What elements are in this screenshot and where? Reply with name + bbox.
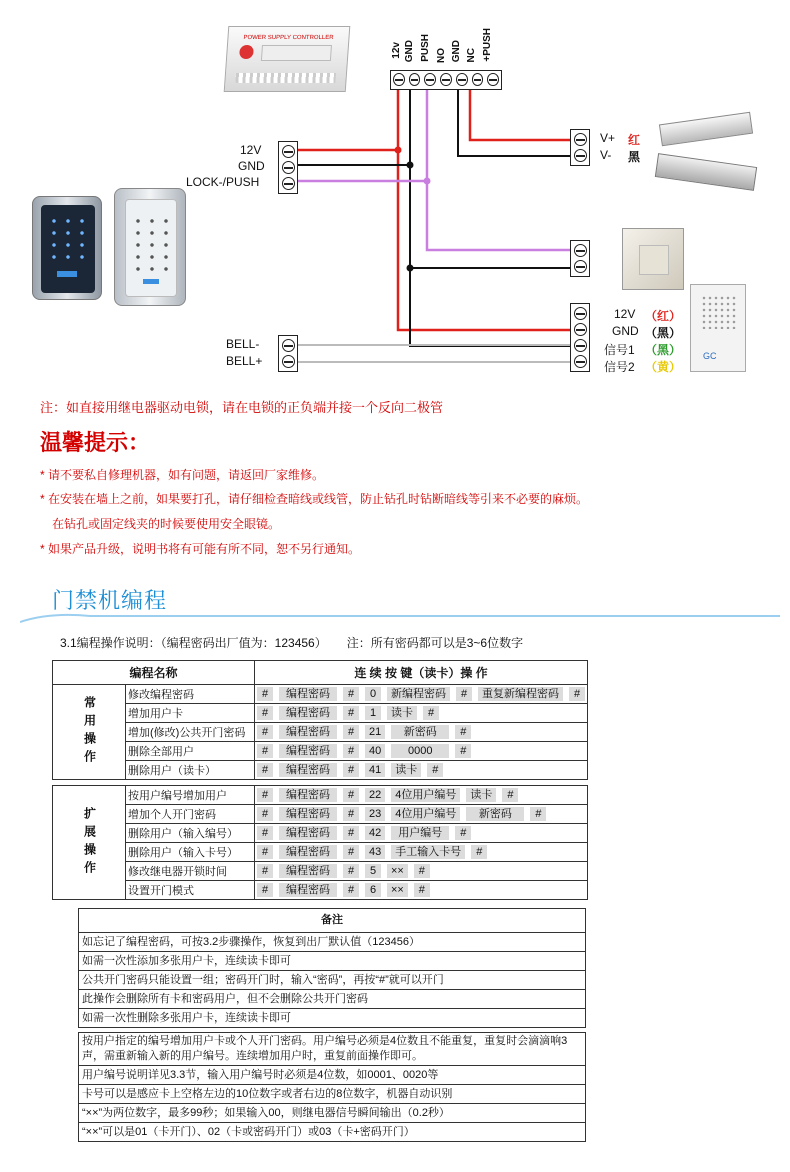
step-chip: # bbox=[257, 826, 273, 840]
step-chip: 新编程密码 bbox=[387, 687, 450, 701]
notes-table bbox=[78, 908, 586, 1142]
program-row bbox=[53, 824, 588, 843]
step-chip: 1 bbox=[365, 706, 381, 720]
wiring-diagram bbox=[0, 0, 790, 390]
lock-label-vminus: V- bbox=[600, 148, 612, 162]
note-row: 按用户指定的编号增加用户卡或个人开门密码。用户编号必须是4位数且不能重复，重复时会滴滴响3声，需重新输入新的用户编号。连续增加用户时，重复前面操作即可。 bbox=[79, 1033, 586, 1066]
exit-button-image bbox=[622, 228, 684, 290]
step-chip: # bbox=[471, 845, 487, 859]
program-row bbox=[53, 723, 588, 742]
step-chip: # bbox=[343, 763, 359, 777]
psu-label: POWER SUPPLY CONTROLLER bbox=[243, 35, 334, 41]
note-row: 如忘记了编程密码，可按3.2步骤操作，恢复到出厂默认值（123456） bbox=[79, 933, 586, 952]
note-row: 用户编号说明详见3.3节，输入用户编号时必须是4位数，如0001、0020等 bbox=[79, 1066, 586, 1085]
step-chip: # bbox=[257, 763, 273, 777]
program-row bbox=[53, 704, 588, 723]
lock-terminal bbox=[570, 129, 590, 166]
step-chip: 编程密码 bbox=[279, 744, 337, 758]
bell-label-signal1: 信号1 bbox=[604, 343, 635, 357]
step-chip: 编程密码 bbox=[279, 864, 337, 878]
step-chip: # bbox=[343, 864, 359, 878]
step-chip: # bbox=[569, 687, 585, 701]
tip-2: * 在安装在墙上之前，如果要打孔，请仔细检查暗线或线管，防止钻孔时钻断暗线等引来不必要的麻烦。 bbox=[40, 492, 589, 506]
bell-color-black2: （黑） bbox=[645, 343, 682, 357]
step-chip: # bbox=[257, 807, 273, 821]
step-chip: 编程密码 bbox=[279, 845, 337, 859]
controller-label-nc: NC bbox=[466, 48, 477, 63]
step-chip: # bbox=[257, 883, 273, 897]
step-chip: # bbox=[343, 807, 359, 821]
keypad-image-dark bbox=[32, 196, 102, 300]
section-title: 门禁机编程 bbox=[52, 588, 168, 613]
program-name: 修改编程密码 bbox=[126, 685, 255, 704]
programming-table bbox=[52, 660, 588, 900]
program-steps bbox=[255, 761, 588, 780]
step-chip: 读卡 bbox=[387, 706, 417, 720]
program-name: 修改继电器开锁时间 bbox=[126, 862, 255, 881]
step-chip: 0000 bbox=[391, 744, 449, 758]
step-chip: ×× bbox=[387, 883, 408, 897]
step-chip: 40 bbox=[365, 744, 385, 758]
group-label: 常用操作 bbox=[53, 685, 126, 780]
step-chip: 43 bbox=[365, 845, 385, 859]
step-chip: # bbox=[414, 864, 430, 878]
step-chip: # bbox=[343, 725, 359, 739]
step-chip: # bbox=[414, 883, 430, 897]
step-chip: 编程密码 bbox=[279, 725, 337, 739]
step-chip: 用户编号 bbox=[391, 826, 449, 840]
step-chip: 4位用户编号 bbox=[391, 807, 460, 821]
program-name: 删除用户（输入编号） bbox=[126, 824, 255, 843]
lock-label-vplus: V+ bbox=[600, 131, 616, 145]
program-steps bbox=[255, 704, 588, 723]
bell-color-black: （黑） bbox=[645, 326, 682, 340]
program-name: 按用户编号增加用户 bbox=[126, 786, 255, 805]
step-chip: # bbox=[343, 687, 359, 701]
step-chip: 42 bbox=[365, 826, 385, 840]
left-label-lock-push: LOCK-/PUSH bbox=[186, 175, 260, 189]
bell-terminal bbox=[278, 335, 298, 372]
step-chip: 21 bbox=[365, 725, 385, 739]
step-chip: # bbox=[257, 725, 273, 739]
step-chip: # bbox=[455, 725, 471, 739]
left-label-gnd: GND bbox=[238, 159, 265, 173]
step-chip: 编程密码 bbox=[279, 687, 337, 701]
step-chip: # bbox=[343, 826, 359, 840]
tips-title: 温馨提示： bbox=[40, 430, 151, 455]
controller-label-gnd2: GND bbox=[451, 40, 462, 63]
program-steps bbox=[255, 742, 588, 761]
step-chip: # bbox=[455, 744, 471, 758]
program-row bbox=[53, 742, 588, 761]
note-row: 卡号可以是感应卡上空格左边的10位数字或者右边的8位数字，机器自动识别 bbox=[79, 1085, 586, 1104]
step-chip: # bbox=[343, 706, 359, 720]
step-chip: # bbox=[257, 706, 273, 720]
program-name: 删除用户（读卡） bbox=[126, 761, 255, 780]
step-chip: 编程密码 bbox=[279, 883, 337, 897]
program-row bbox=[53, 843, 588, 862]
tip-2-cont: 在钻孔或固定线夹的时候要使用安全眼镜。 bbox=[52, 517, 281, 531]
step-chip: 编程密码 bbox=[279, 788, 337, 802]
step-chip: # bbox=[423, 706, 439, 720]
step-chip: # bbox=[455, 826, 471, 840]
program-steps bbox=[255, 824, 588, 843]
program-name: 增加个人开门密码 bbox=[126, 805, 255, 824]
controller-label-no: NO bbox=[436, 48, 447, 63]
step-chip: 编程密码 bbox=[279, 706, 337, 720]
doorbell-brand: GC bbox=[703, 351, 717, 361]
program-steps bbox=[255, 685, 588, 704]
controller-label-push-plus: +PUSH bbox=[482, 28, 493, 62]
programming-subtitle: 3.1编程操作说明：（编程密码出厂值为：123456） 注：所有密码都可以是3~6位数字 bbox=[60, 636, 524, 650]
bell-plus-label: BELL+ bbox=[226, 354, 263, 368]
note-row: 此操作会删除所有卡和密码用户，但不会删除公共开门密码 bbox=[79, 990, 586, 1009]
step-chip: # bbox=[530, 807, 546, 821]
exit-button-terminal bbox=[570, 240, 590, 277]
bell-color-yellow: （黄） bbox=[645, 360, 682, 374]
notes-title: 备注 bbox=[79, 909, 586, 933]
col-header-name: 编程名称 bbox=[53, 661, 255, 685]
lock-color-black: 黑 bbox=[628, 150, 641, 164]
program-steps bbox=[255, 786, 588, 805]
doorbell-image bbox=[690, 284, 746, 372]
step-chip: 编程密码 bbox=[279, 807, 337, 821]
step-chip: # bbox=[343, 883, 359, 897]
program-row bbox=[53, 805, 588, 824]
step-chip: # bbox=[257, 845, 273, 859]
bell-minus-label: BELL- bbox=[226, 337, 260, 351]
left-label-12v: 12V bbox=[240, 143, 262, 157]
bell-label-12v: 12V bbox=[614, 307, 636, 321]
note-row: “××”可以是01（卡开门）、02（卡或密码开门）或03（卡+密码开门） bbox=[79, 1123, 586, 1142]
step-chip: # bbox=[257, 744, 273, 758]
keypad-image-light bbox=[114, 188, 186, 306]
step-chip: 41 bbox=[365, 763, 385, 777]
note-row: 公共开门密码只能设置一组；密码开门时，输入“密码”，再按“#”就可以开门 bbox=[79, 971, 586, 990]
tip-3: * 如果产品升级，说明书将有可能有所不同，恕不另行通知。 bbox=[40, 542, 361, 556]
step-chip: # bbox=[456, 687, 472, 701]
program-steps bbox=[255, 881, 588, 900]
step-chip: 22 bbox=[365, 788, 385, 802]
power-supply-image bbox=[224, 26, 351, 92]
step-chip: 6 bbox=[365, 883, 381, 897]
program-row bbox=[53, 786, 588, 805]
diode-notice: 注：如直接用继电器驱动电锁，请在电锁的正负端并接一个反向二极管 bbox=[40, 400, 444, 415]
step-chip: # bbox=[257, 687, 273, 701]
reader-terminal bbox=[278, 141, 298, 194]
program-row bbox=[53, 881, 588, 900]
step-chip: # bbox=[343, 788, 359, 802]
step-chip: # bbox=[257, 864, 273, 878]
bell-label-gnd: GND bbox=[612, 324, 639, 338]
doorbell-terminal bbox=[570, 303, 590, 372]
step-chip: 编程密码 bbox=[279, 763, 337, 777]
step-chip: 新密码 bbox=[466, 807, 524, 821]
program-name: 删除全部用户 bbox=[126, 742, 255, 761]
step-chip: 重复新编程密码 bbox=[478, 687, 563, 701]
lock-color-red: 红 bbox=[628, 133, 641, 147]
step-chip: # bbox=[257, 788, 273, 802]
step-chip: 5 bbox=[365, 864, 381, 878]
program-steps bbox=[255, 862, 588, 881]
program-row bbox=[53, 862, 588, 881]
note-row: 如需一次性添加多张用户卡，连续读卡即可 bbox=[79, 952, 586, 971]
controller-terminal-strip bbox=[390, 70, 502, 90]
step-chip: 手工输入卡号 bbox=[391, 845, 465, 859]
step-chip: # bbox=[502, 788, 518, 802]
step-chip: # bbox=[427, 763, 443, 777]
program-name: 删除用户（输入卡号） bbox=[126, 843, 255, 862]
col-header-steps: 连 续 按 键（读卡）操 作 bbox=[255, 661, 588, 685]
bell-color-red: （红） bbox=[645, 309, 682, 323]
step-chip: 读卡 bbox=[466, 788, 496, 802]
step-chip: 新密码 bbox=[391, 725, 449, 739]
note-row: 如需一次性删除多张用户卡，连续读卡即可 bbox=[79, 1009, 586, 1028]
group-label: 扩展操作 bbox=[53, 786, 126, 900]
step-chip: ×× bbox=[387, 864, 408, 878]
bell-label-signal2: 信号2 bbox=[604, 360, 635, 374]
step-chip: 4位用户编号 bbox=[391, 788, 460, 802]
program-steps bbox=[255, 843, 588, 862]
program-steps bbox=[255, 805, 588, 824]
tip-1: * 请不要私自修理机器，如有问题，请返回厂家维修。 bbox=[40, 468, 325, 482]
step-chip: # bbox=[343, 845, 359, 859]
program-name: 设置开门模式 bbox=[126, 881, 255, 900]
step-chip: 0 bbox=[365, 687, 381, 701]
controller-label-push: PUSH bbox=[420, 34, 431, 62]
note-row: “××”为两位数字，最多99秒；如果输入00，则继电器信号瞬间输出（0.2秒） bbox=[79, 1104, 586, 1123]
program-row bbox=[53, 685, 588, 704]
step-chip: 23 bbox=[365, 807, 385, 821]
step-chip: 编程密码 bbox=[279, 826, 337, 840]
program-name: 增加用户卡 bbox=[126, 704, 255, 723]
step-chip: # bbox=[343, 744, 359, 758]
program-steps bbox=[255, 723, 588, 742]
controller-label-12v: 12v bbox=[391, 42, 402, 59]
controller-label-gnd: GND bbox=[404, 40, 415, 63]
program-name: 增加(修改)公共开门密码 bbox=[126, 723, 255, 742]
step-chip: 读卡 bbox=[391, 763, 421, 777]
program-row bbox=[53, 761, 588, 780]
